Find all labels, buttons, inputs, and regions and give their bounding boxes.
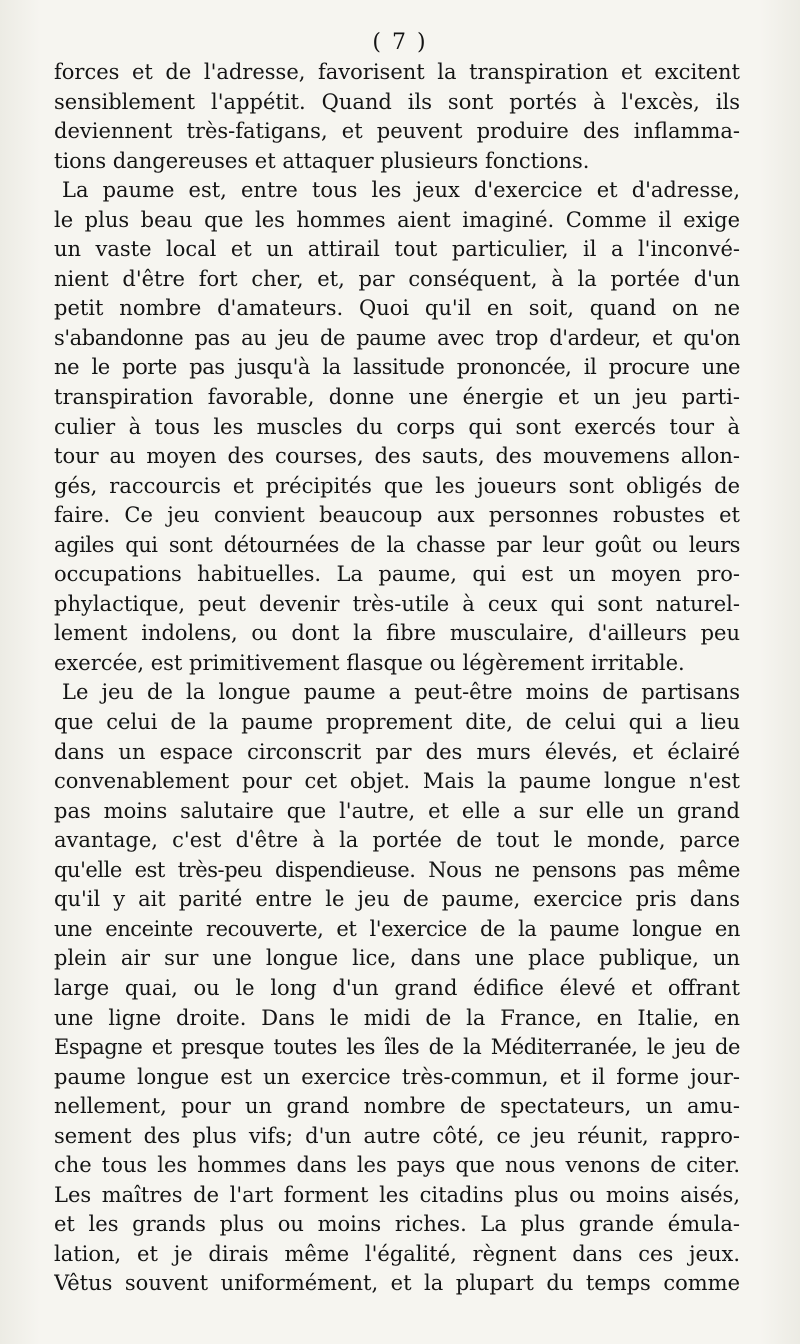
text-line: que celui de la paume proprement dite, de celui qui a lieu — [54, 710, 740, 735]
text-line: et les grands plus ou moins riches. La plus grande émula- — [54, 1212, 740, 1237]
text-line: deviennent très-fatigans, et peuvent produire des inflamma- — [54, 119, 740, 144]
text-line: Le jeu de la longue paume a peut-être moins de partisans — [62, 680, 740, 705]
text-line: un vaste local et un attirail tout particulier, il a l'inconvé- — [54, 237, 740, 262]
text-line: large quai, ou le long d'un grand édifice élevé et offrant — [54, 975, 740, 1000]
text-line: nellement, pour un grand nombre de spectateurs, un amu- — [54, 1094, 740, 1119]
text-line: faire. Ce jeu convient beaucoup aux personnes robustes et — [54, 503, 740, 528]
text-line: exercée, est primitivement flasque ou légèrement irritable. — [54, 650, 685, 675]
text-line: sement des plus vifs; d'un autre côté, ce jeu réunit, rappro- — [54, 1123, 740, 1148]
text-line: Espagne et presque toutes les îles de la Méditerranée, le jeu de — [54, 1035, 740, 1060]
text-line: che tous les hommes dans les pays que nous venons de citer. — [54, 1153, 740, 1178]
body-text — [54, 58, 740, 1299]
text-line: gés, raccourcis et précipités que les joueurs sont obligés de — [54, 473, 740, 498]
text-line: tour au moyen des courses, des sauts, des mouvemens allon- — [54, 444, 740, 469]
text-line: agiles qui sont détournées de la chasse par leur goût ou leurs — [54, 532, 740, 557]
text-line: avantage, c'est d'être à la portée de tout le monde, parce — [54, 828, 740, 853]
page-number: ( 7 ) — [372, 30, 428, 55]
text-line: La paume est, entre tous les jeux d'exercice et d'adresse, — [62, 178, 740, 203]
text-line: le plus beau que les hommes aient imaginé. Comme il exige — [54, 207, 740, 232]
text-line: lation, et je dirais même l'égalité, règnent dans ces jeux. — [54, 1241, 740, 1266]
text-line: phylactique, peut devenir très-utile à ceux qui sont naturel- — [54, 591, 740, 616]
text-line: Vêtus souvent uniformément, et la plupart du temps comme — [54, 1271, 740, 1296]
text-line: petit nombre d'amateurs. Quoi qu'il en soit, quand on ne — [54, 296, 740, 321]
text-line: culier à tous les muscles du corps qui sont exercés tour à — [54, 414, 740, 439]
text-line: forces et de l'adresse, favorisent la transpiration et excitent — [54, 60, 740, 84]
text-line: une enceinte recouverte, et l'exercice de la paume longue en — [54, 916, 740, 941]
text-line: une ligne droite. Dans le midi de la France, en Italie, en — [54, 1005, 740, 1030]
text-line: plein air sur une longue lice, dans une place publique, un — [54, 946, 740, 971]
text-line: paume longue est un exercice très-commun, et il forme jour- — [54, 1064, 740, 1089]
text-line: sensiblement l'appétit. Quand ils sont portés à l'excès, ils — [54, 89, 740, 114]
text-line: occupations habituelles. La paume, qui est un moyen pro- — [54, 562, 740, 587]
text-line: qu'il y ait parité entre le jeu de paume, exercice pris dans — [54, 887, 740, 912]
text-line: lement indolens, ou dont la fibre musculaire, d'ailleurs peu — [54, 621, 740, 646]
text-line: tions dangereuses et attaquer plusieurs fonctions. — [54, 148, 590, 173]
text-line: qu'elle est très-peu dispendieuse. Nous ne pensons pas même — [54, 857, 740, 882]
text-line: s'abandonne pas au jeu de paume avec trop d'ardeur, et qu'on — [54, 325, 740, 350]
text-line: convenablement pour cet objet. Mais la paume longue n'est — [54, 769, 740, 794]
text-line: nient d'être fort cher, et, par conséquent, à la portée d'un — [54, 266, 740, 291]
text-line: dans un espace circonscrit par des murs élevés, et éclairé — [54, 739, 740, 764]
text-line: ne le porte pas jusqu'à la lassitude prononcée, il procure une — [54, 355, 740, 380]
text-line: Les maîtres de l'art forment les citadins plus ou moins aisés, — [54, 1182, 740, 1207]
text-line: pas moins salutaire que l'autre, et elle a sur elle un grand — [54, 798, 740, 823]
text-line: transpiration favorable, donne une énergie et un jeu parti- — [54, 385, 740, 410]
